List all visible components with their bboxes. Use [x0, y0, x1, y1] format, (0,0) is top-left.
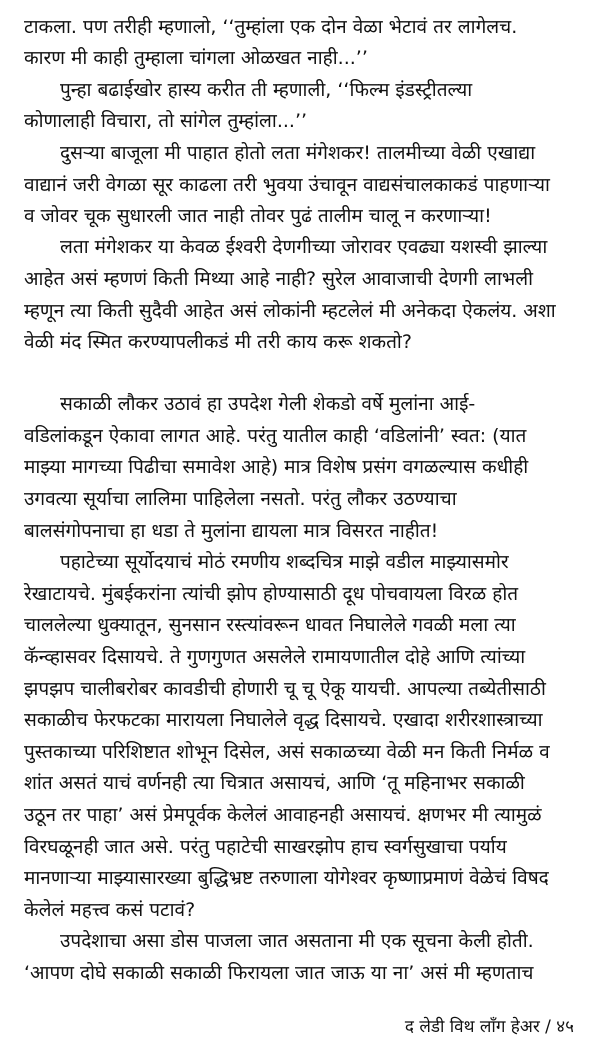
text-line: माझ्या मागच्या पिढीचा समावेश आहे) मात्र विशेष प्रसंग वगळल्यास कधीही [24, 456, 529, 478]
text-line: झपझप चालीबरोबर कावडीची होणारी चू चू ऐकू यायची. आपल्या तब्येतीसाठी [24, 678, 546, 700]
text-line: वाद्यानं जरी वेगळा सूर काढला तरी भुवया उंचावून वाद्यसंचालकाकडं पाहणाऱ्या [24, 174, 550, 196]
text-line: उगवत्या सूर्याचा लालिमा पाहिलेला नसतो. परंतु लौकर उठण्याचा [24, 488, 457, 510]
text-line: मानणाऱ्या माझ्यासारख्या बुद्धिभ्रष्ट तरुणाला योगेश्वर कृष्णाप्रमाणं वेळेचं विषद [24, 867, 549, 889]
text-line: बालसंगोपनाचा हा धडा ते मुलांना द्यायला मात्र विसरत नाहीत! [24, 520, 439, 542]
text-line: वडिलांकडून ऐकावा लागत आहे. परंतु यातील काही ‘वडिलांनी’ स्वत: (यात [24, 425, 527, 447]
text-line: कॅन्व्हासवर दिसायचे. ते गुणगुणत असलेले रामायणातील दोहे आणि त्यांच्या [24, 646, 526, 668]
text-line: केलेलं महत्त्व कसं पटावं? [24, 899, 196, 921]
text-line: सकाळी लौकर उठावं हा उपदेश गेली शेकडो वर्षे मुलांना आई- [60, 393, 476, 415]
text-line: कोणालाही विचारा, तो सांगेल तुम्हांला...’’ [24, 110, 308, 132]
text-line: टाकला. पण तरीही म्हणालो, ‘‘तुम्हांला एक दोन वेळा भेटावं तर लागेलच. [24, 16, 518, 38]
text-line: चाललेल्या धुक्यातून, सुनसान रस्त्यांवरून धावत निघालेले गवळी मला त्या [24, 614, 516, 636]
text-line: व जोवर चूक सुधारली जात नाही तोवर पुढं तालीम चालू न करणाऱ्या! [24, 205, 492, 227]
text-line: पहाटेच्या सूर्योदयाचं मोठं रमणीय शब्दचित्र माझे वडील माझ्यासमोर [60, 551, 509, 573]
text-line: उपदेशाचा असा डोस पाजला जात असताना मी एक सूचना केली होती. [60, 930, 534, 952]
text-line: विरघळूनही जात असे. परंतु पहाटेची साखरझोप हाच स्वर्गसुखाचा पर्याय [24, 836, 507, 858]
text-line: वेळी मंद स्मित करण्यापलीकडं मी तरी काय करू शकतो? [24, 331, 412, 353]
page-footer: द लेडी विथ लाँग हेअर / ४५ [404, 1017, 574, 1037]
text-line: दुसऱ्या बाजूला मी पाहात होतो लता मंगेशकर! तालमीच्या वेळी एखाद्या [60, 142, 536, 164]
text-line: म्हणून त्या किती सुदैवी आहेत असं लोकांनी म्हटलेलं मी अनेकदा ऐकलंय. अशा [24, 300, 556, 322]
text-line: रेखाटायचे. मुंबईकरांना त्यांची झोप होण्यासाठी दूध पोचवायला विरळ होत [24, 583, 519, 605]
text-line: ‘आपण दोघे सकाळी सकाळी फिरायला जात जाऊ या ना’ असं मी म्हणताच [24, 962, 534, 984]
text-line: आहेत असं म्हणणं किती मिथ्या आहे नाही? सुरेल आवाजाची देणगी लाभली [24, 268, 534, 290]
text-line: पुस्तकाच्या परिशिष्टात शोभून दिसेल, असं सकाळच्या वेळी मन किती निर्मळ व [24, 741, 550, 763]
text-line: शांत असतं याचं वर्णनही त्या चित्रात असायचं, आणि ‘तू महिनाभर सकाळी [24, 772, 525, 794]
text-line: सकाळीच फेरफटका मारायला निघालेले वृद्ध दिसायचे. एखादा शरीरशास्त्राच्या [24, 709, 543, 731]
text-line: पुन्हा बढाईखोर हास्य करीत ती म्हणाली, ‘‘फिल्म इंडस्ट्रीतल्या [60, 79, 473, 101]
text-line: कारण मी काही तुम्हाला चांगला ओळखत नाही...’’ [24, 47, 368, 69]
text-line: लता मंगेशकर या केवळ ईश्वरी देणगीच्या जोरावर एवढ्या यशस्वी झाल्या [60, 236, 548, 258]
text-line: उठून तर पाहा’ असं प्रेमपूर्वक केलेलं आवाहनही असायचं. क्षणभर मी त्यामुळं [24, 804, 542, 826]
